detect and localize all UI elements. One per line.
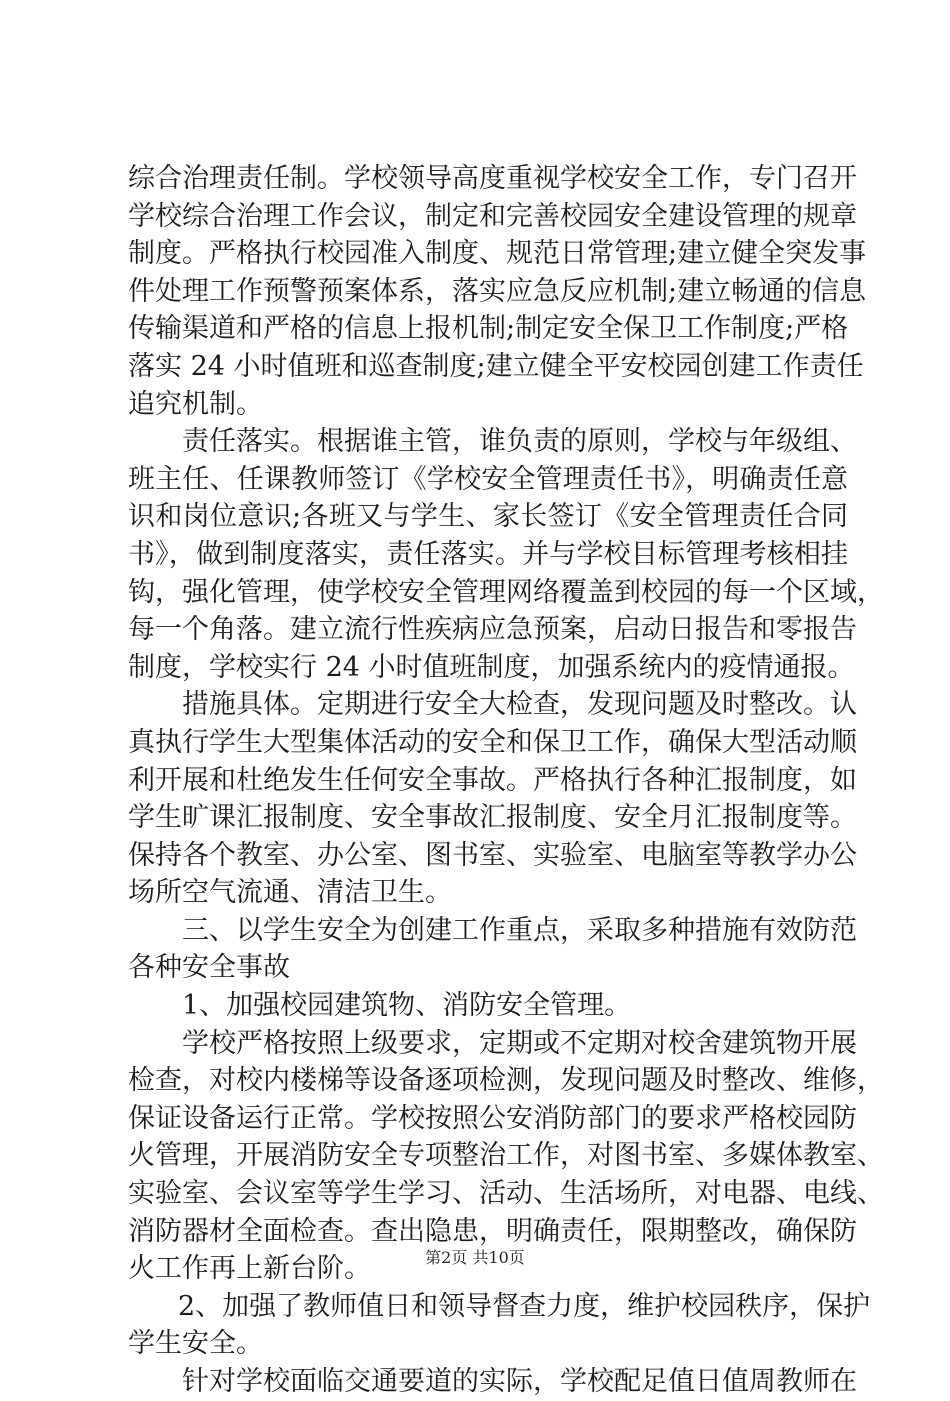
text-line: 检查，对校内楼梯等设备逐项检测，发现问题及时整改、维修，: [128, 1065, 884, 1097]
text-line: 识和岗位意识;各班又与学生、家长签订《安全管理责任合同: [128, 501, 848, 533]
text-line: 传输渠道和严格的信息上报机制;制定安全保卫工作制度;严格: [128, 313, 849, 345]
text-line: 学校综合治理工作会议，制定和完善校园安全建设管理的规章: [128, 200, 857, 232]
text-line: 保持各个教室、办公室、图书室、实验室、电脑室等教学办公: [128, 839, 857, 871]
text-line: 制度，学校实行 24 小时值班制度，加强系统内的疫情通报。: [128, 651, 855, 683]
text-line: 追究机制。: [128, 388, 263, 420]
text-line: 火管理，开展消防安全专项整治工作，对图书室、多媒体教室、: [128, 1140, 884, 1172]
text-line: 保证设备运行正常。学校按照公安消防部门的要求严格校园防: [128, 1102, 857, 1134]
text-line: 学生旷课汇报制度、安全事故汇报制度、安全月汇报制度等。: [128, 802, 857, 834]
text-line: 1、加强校园建筑物、消防安全管理。: [182, 990, 632, 1022]
text-line: 综合治理责任制。学校领导高度重视学校安全工作，专门召开: [128, 163, 857, 194]
text-line: 三、以学生安全为创建工作重点，采取多种措施有效防范: [182, 914, 857, 946]
text-line: 制度。严格执行校园准入制度、规范日常管理;建立健全突发事: [128, 238, 867, 270]
text-line: 学校严格按照上级要求，定期或不定期对校舍建筑物开展: [182, 1027, 857, 1059]
text-line: 利开展和杜绝发生任何安全事故。严格执行各种汇报制度，如: [128, 764, 857, 796]
text-line: 书》，做到制度落实，责任落实。并与学校目标管理考核相挂: [128, 538, 848, 570]
text-line: 措施具体。定期进行安全大检查，发现问题及时整改。认: [182, 689, 857, 721]
text-line: 实验室、会议室等学生学习、活动、生活场所，对电器、电线、: [128, 1178, 884, 1210]
text-line: 件处理工作预警预案体系，落实应急反应机制;建立畅通的信息: [128, 275, 867, 307]
text-line: 火工作再上新台阶。: [128, 1253, 371, 1285]
text-line: 消防器材全面检查。查出隐患，明确责任，限期整改，确保防: [128, 1215, 857, 1247]
text-line: 2、加强了教师值日和领导督查力度，维护校园秩序，保护: [178, 1290, 871, 1322]
text-line: 针对学校面临交通要道的实际，学校配足值日值周教师在: [182, 1366, 857, 1397]
text-line: 每一个角落。建立流行性疾病应急预案，启动日报告和零报告: [128, 614, 857, 646]
text-line: 各种安全事故: [128, 952, 290, 984]
text-line: 班主任、任课教师签订《学校安全管理责任书》，明确责任意: [128, 463, 848, 495]
text-line: 学生安全。: [128, 1328, 263, 1360]
document-body: [128, 160, 884, 1401]
text-line: 钩，强化管理，使学校安全管理网络覆盖到校园的每一个区域，: [128, 576, 884, 608]
text-line: 真执行学生大型集体活动的安全和保卫工作，确保大型活动顺: [128, 726, 857, 758]
page-footer: 第2页 共10页: [425, 1248, 525, 1267]
text-line: 落实 24 小时值班和巡查制度;建立健全平安校园创建工作责任: [128, 350, 864, 382]
text-line: 责任落实。根据谁主管，谁负责的原则，学校与年级组、: [182, 426, 857, 458]
text-line: 场所空气流通、清洁卫生。: [128, 877, 452, 909]
